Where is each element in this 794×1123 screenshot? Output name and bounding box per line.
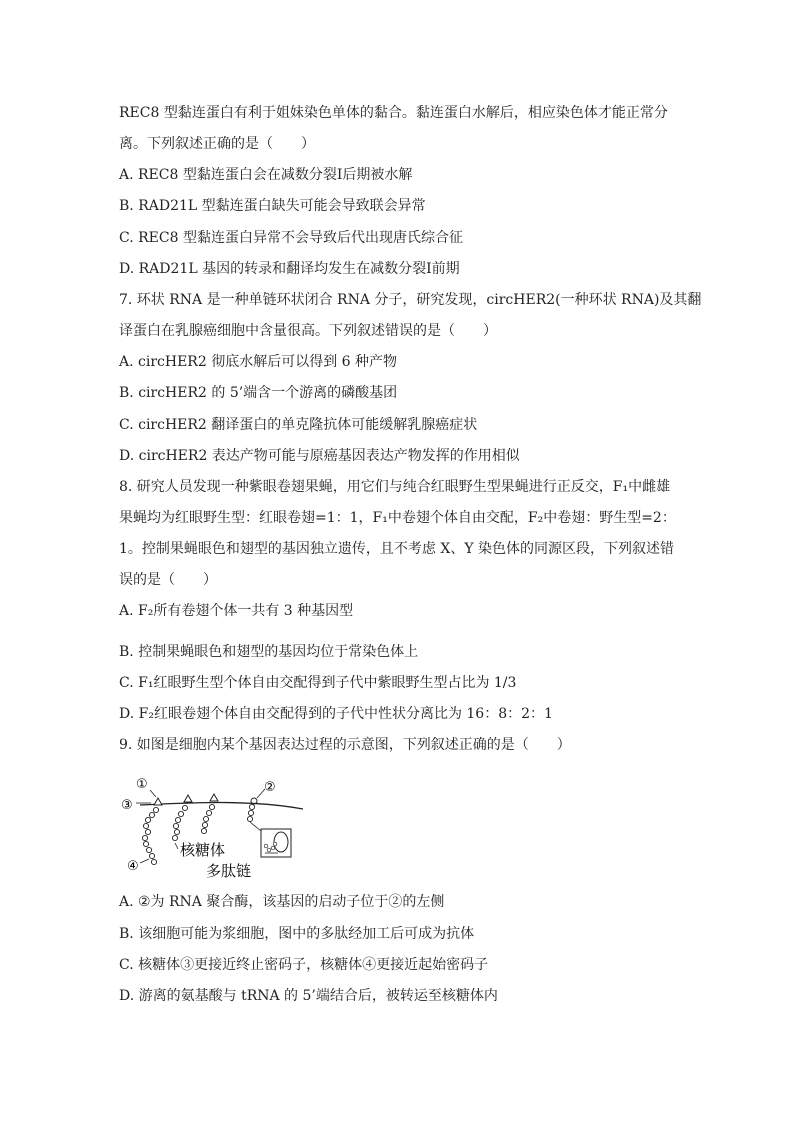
q8-option-d: D. F₂红眼卷翅个体自由交配得到的子代中性状分离比为 16：8：2：1 bbox=[119, 706, 553, 722]
q8-stem-line-1: 8. 研究人员发现一种紫眼卷翅果蝇，用它们与纯合红眼野生型果蝇进行正反交，F₁中雌雄 bbox=[119, 479, 671, 495]
label-3: ③ bbox=[121, 798, 133, 813]
q7-option-b: B. circHER2 的 5’端含一个游离的磷酸基团 bbox=[119, 385, 398, 401]
q8-option-c: C. F₁红眼野生型个体自由交配得到子代中紫眼野生型占比为 1/3 bbox=[119, 675, 517, 691]
q9-option-d: D. 游离的氨基酸与 tRNA 的 5’端结合后，被转运至核糖体内 bbox=[119, 988, 498, 1004]
q7-option-a: A. circHER2 彻底水解后可以得到 6 种产物 bbox=[119, 354, 397, 370]
q9-option-c: C. 核糖体③更接近终止密码子，核糖体④更接近起始密码子 bbox=[119, 957, 489, 973]
q8-option-a: A. F₂所有卷翅个体一共有 3 种基因型 bbox=[119, 603, 354, 619]
label-ribosome: 核糖体 bbox=[180, 841, 226, 859]
ribosome-1 bbox=[210, 794, 218, 801]
q8-stem-line-4: 误的是（ ） bbox=[119, 572, 217, 588]
q8-option-b: B. 控制果蝇眼色和翅型的基因均位于常染色体上 bbox=[119, 644, 419, 660]
ribosome-2 bbox=[184, 795, 192, 802]
q6-option-a: A. REC8 型黏连蛋白会在减数分裂Ⅰ后期被水解 bbox=[119, 167, 413, 183]
gene-expression-diagram bbox=[118, 773, 308, 881]
label-2: ② bbox=[264, 780, 276, 795]
q9-stem: 9. 如图是细胞内某个基因表达过程的示意图，下列叙述正确的是（ ） bbox=[119, 737, 571, 753]
q6-option-d: D. RAD21L 基因的转录和翻译均发生在减数分裂Ⅰ前期 bbox=[119, 261, 460, 277]
label-1: ① bbox=[136, 777, 148, 792]
q8-stem-line-3: 1。控制果蝇眼色和翅型的基因独立遗传，且不考虑 X、Y 染色体的同源区段，下列叙述错 bbox=[119, 541, 675, 557]
q7-stem-line-2: 译蛋白在乳腺癌细胞中含量很高。下列叙述错误的是（ ） bbox=[119, 323, 497, 339]
dna-strand bbox=[140, 803, 303, 810]
q6-option-b: B. RAD21L 型黏连蛋白缺失可能会导致联会异常 bbox=[119, 198, 426, 214]
q6-stem-line-1: REC8 型黏连蛋白有利于姐妹染色单体的黏合。黏连蛋白水解后，相应染色体才能正常分 bbox=[119, 105, 668, 121]
q6-option-c: C. REC8 型黏连蛋白异常不会导致后代出现唐氏综合征 bbox=[119, 230, 463, 246]
q9-option-a: A. ②为 RNA 聚合酶，该基因的启动子位于②的左侧 bbox=[119, 894, 445, 910]
q7-stem-line-1: 7. 环状 RNA 是一种单链环状闭合 RNA 分子，研究发现，circHER2(一种环状 RNA)及其翻 bbox=[119, 292, 702, 308]
q6-stem-line-2: 离。下列叙述正确的是（ ） bbox=[119, 136, 315, 152]
q9-option-b: B. 该细胞可能为浆细胞，图中的多肽经加工后可成为抗体 bbox=[119, 926, 475, 942]
q7-option-d: D. circHER2 表达产物可能与原癌基因表达产物发挥的作用相似 bbox=[119, 448, 520, 464]
q7-option-c: C. circHER2 翻译蛋白的单克隆抗体可能缓解乳腺癌症状 bbox=[119, 417, 478, 433]
label-4: ④ bbox=[127, 859, 139, 874]
zoom-ribosome bbox=[274, 832, 288, 852]
q8-stem-line-2: 果蝇均为红眼野生型：红眼卷翅=1：1，F₁中卷翅个体自由交配，F₂中卷翅：野生型=2： bbox=[119, 510, 676, 526]
ribosome-3 bbox=[154, 798, 162, 805]
label-polypeptide: 多肽链 bbox=[206, 862, 252, 880]
